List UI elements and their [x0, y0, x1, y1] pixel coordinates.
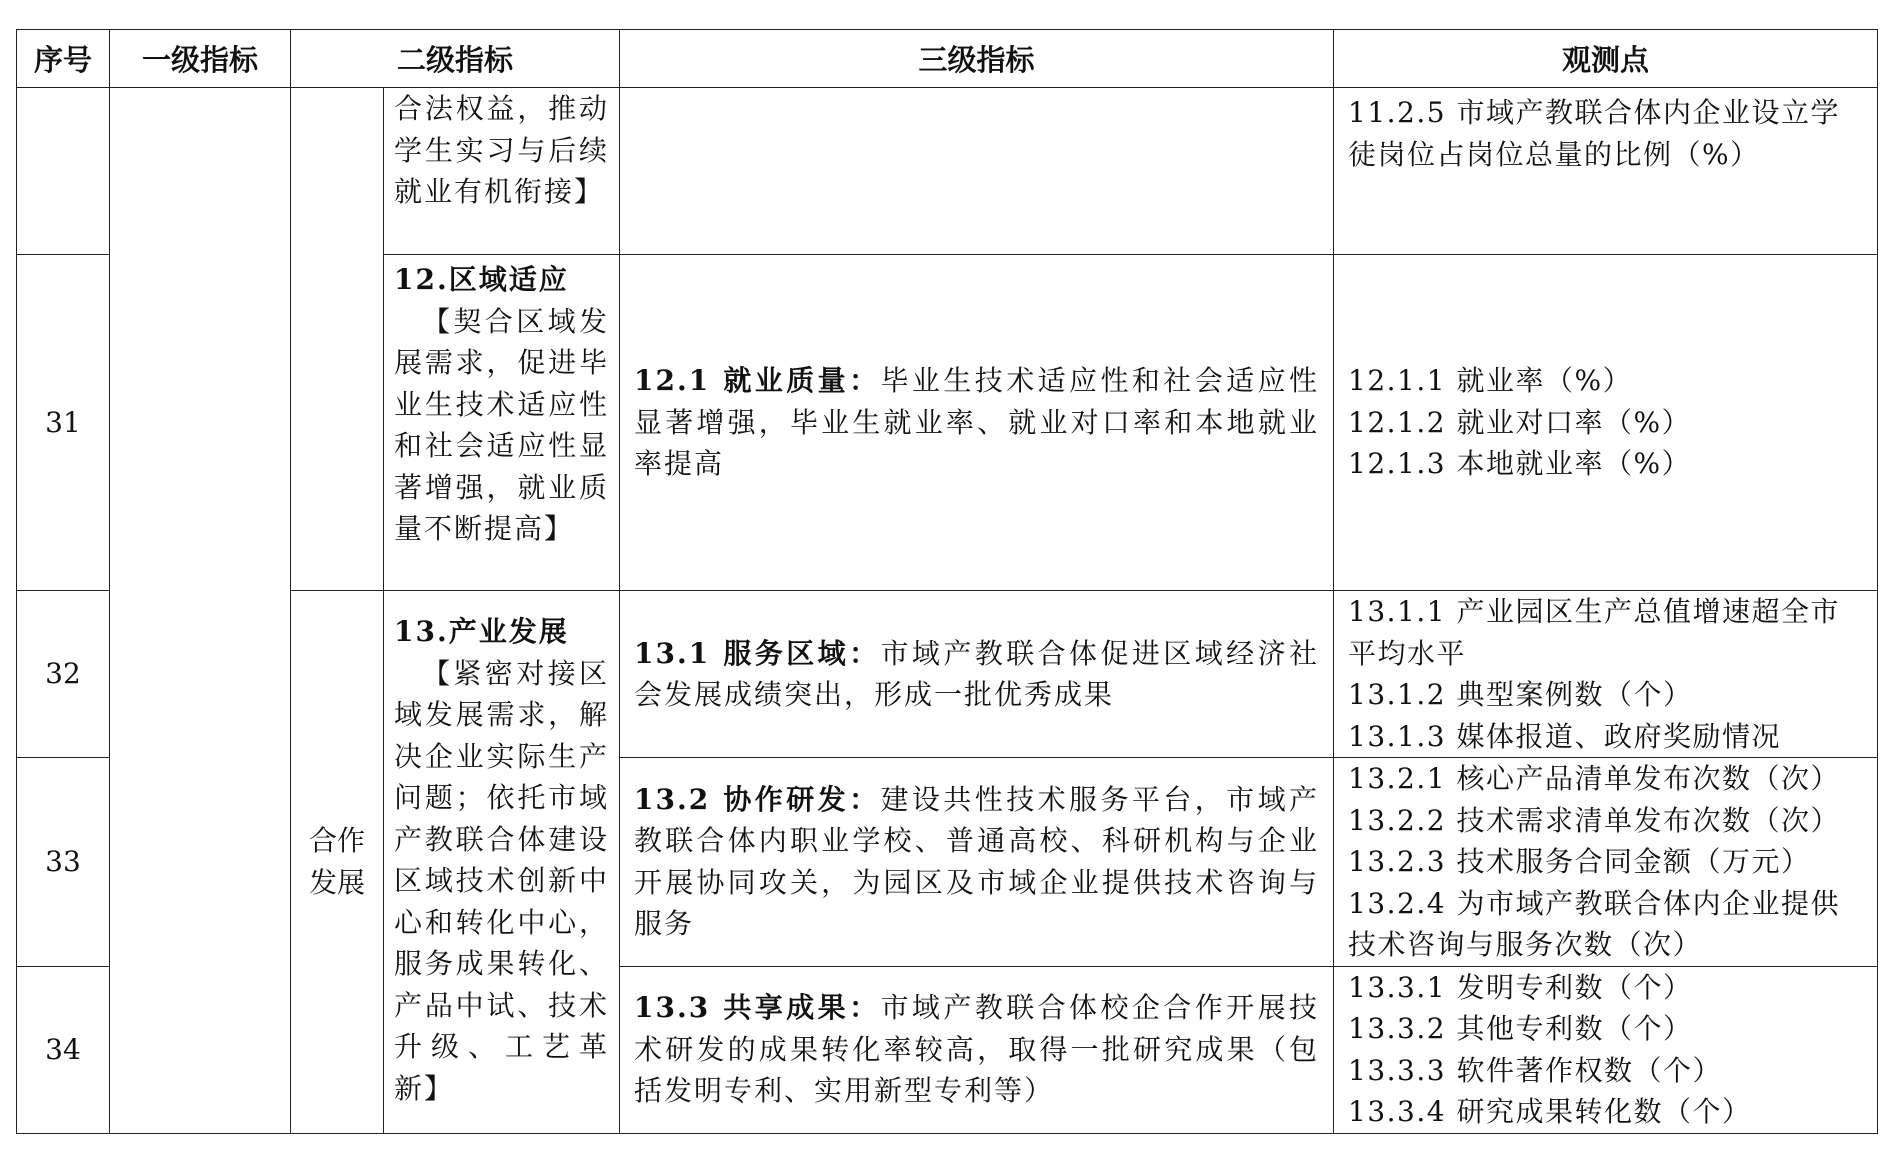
- level3-title: 13.3 共享成果：: [634, 991, 881, 1025]
- row-seq: 33: [17, 758, 110, 967]
- observation-item: 13.3.3 软件著作权数（个）: [1348, 1053, 1722, 1087]
- row-seq: 34: [17, 966, 110, 1133]
- observation-item: 12.1.1 就业率（%）: [1348, 364, 1633, 398]
- level3-text: 市域产教联合体促进区域经济社会发展成绩突出，形成一批优秀成果: [634, 636, 1319, 711]
- level2-group-cooperation: [291, 591, 384, 1134]
- observation-cell: [1334, 255, 1878, 591]
- header-observation: 观测点: [1334, 30, 1878, 88]
- observation-cell: [1334, 591, 1878, 758]
- level3-title: 13.2 协作研发：: [634, 782, 881, 816]
- observation-item: 13.2.2 技术需求清单发布次数（次）: [1348, 803, 1840, 837]
- observation-item: 13.1.1 产业园区生产总值增速超全市平均水平: [1348, 595, 1840, 670]
- level2-item-13: [384, 591, 620, 1134]
- level1-cell: [110, 88, 291, 1134]
- observation-item: 13.3.2 其他专利数（个）: [1348, 1012, 1693, 1045]
- level3-cell: [620, 758, 1334, 967]
- level3-title: 12.1 就业质量：: [634, 364, 881, 398]
- row-seq: [17, 88, 110, 255]
- header-seq: 序号: [17, 30, 110, 88]
- observation-cell: [1334, 966, 1878, 1133]
- observation-item: 13.1.3 媒体报道、政府奖励情况: [1348, 719, 1781, 753]
- level2-group-cell-upper: [291, 88, 384, 591]
- level2-item-cont-text: 合法权益，推动学生实习与后续就业有机衔接】: [394, 92, 610, 208]
- level3-title: 13.1 服务区域：: [634, 636, 881, 670]
- observation-cell: [1334, 88, 1878, 255]
- row-seq: 32: [17, 591, 110, 758]
- header-level3: 三级指标: [620, 30, 1334, 88]
- level2-group-label: 合作发展: [309, 824, 366, 899]
- level2-item-12-text: 【契合区域发展需求，促进毕业生技术适应性和社会适应性显著增强，就业质量不断提高】: [394, 304, 610, 545]
- level3-cell: [620, 966, 1334, 1133]
- level3-text: 毕业生技术适应性和社会适应性显著增强，毕业生就业率、就业对口率和本地就业率提高: [634, 364, 1320, 481]
- level3-text: 建设共性技术服务平台，市域产教联合体内职业学校、普通高校、科研机构与企业开展协同攻关，为园区及市域企业提供技术咨询与服务: [634, 782, 1320, 941]
- observation-item: 12.1.3 本地就业率（%）: [1348, 447, 1692, 481]
- level2-item-13-text: 【紧密对接区域发展需求，解决企业实际生产问题；依托市域产教联合体建设区域技术创新中心和转化中心，服务成果转化、产品中试、技术升级、工艺革新】: [394, 656, 610, 1105]
- table-header-row: [17, 30, 1878, 88]
- row-seq: 31: [17, 255, 110, 591]
- level3-cell: [620, 591, 1334, 758]
- table-row: [17, 591, 1878, 758]
- observation-cell: [1334, 758, 1878, 967]
- level2-item-13-name: 13.产业发展: [394, 615, 569, 648]
- level3-cell: [620, 255, 1334, 591]
- indicator-table: [16, 29, 1878, 1134]
- level3-text: 市域产教联合体校企合作开展技术研发的成果转化率较高，取得一批研究成果（包括发明专利、实用新型专利等）: [634, 991, 1320, 1108]
- table-row: [17, 88, 1878, 255]
- observation-item: 13.3.1 发明专利数（个）: [1348, 970, 1693, 1004]
- observation-item: 13.2.4 为市域产教联合体内企业提供技术咨询与服务次数（次）: [1348, 886, 1840, 961]
- level2-item-12-name: 12.区域适应: [394, 263, 569, 296]
- header-level2: 二级指标: [291, 30, 620, 88]
- level2-item-cont: [384, 88, 620, 255]
- observation-item: 13.3.4 研究成果转化数（个）: [1348, 1095, 1752, 1128]
- observation-item: 13.1.2 典型案例数（个）: [1348, 678, 1693, 711]
- header-level1: 一级指标: [110, 30, 291, 88]
- observation-item: 11.2.5 市域产教联合体内企业设立学徒岗位占岗位总量的比例（%）: [1348, 96, 1840, 171]
- level2-item-12: [384, 255, 620, 591]
- observation-item: 13.2.3 技术服务合同金额（万元）: [1348, 845, 1811, 878]
- observation-item: 13.2.1 核心产品清单发布次数（次）: [1348, 762, 1840, 795]
- observation-item: 12.1.2 就业对口率（%）: [1348, 405, 1692, 439]
- level3-cell: [620, 88, 1334, 255]
